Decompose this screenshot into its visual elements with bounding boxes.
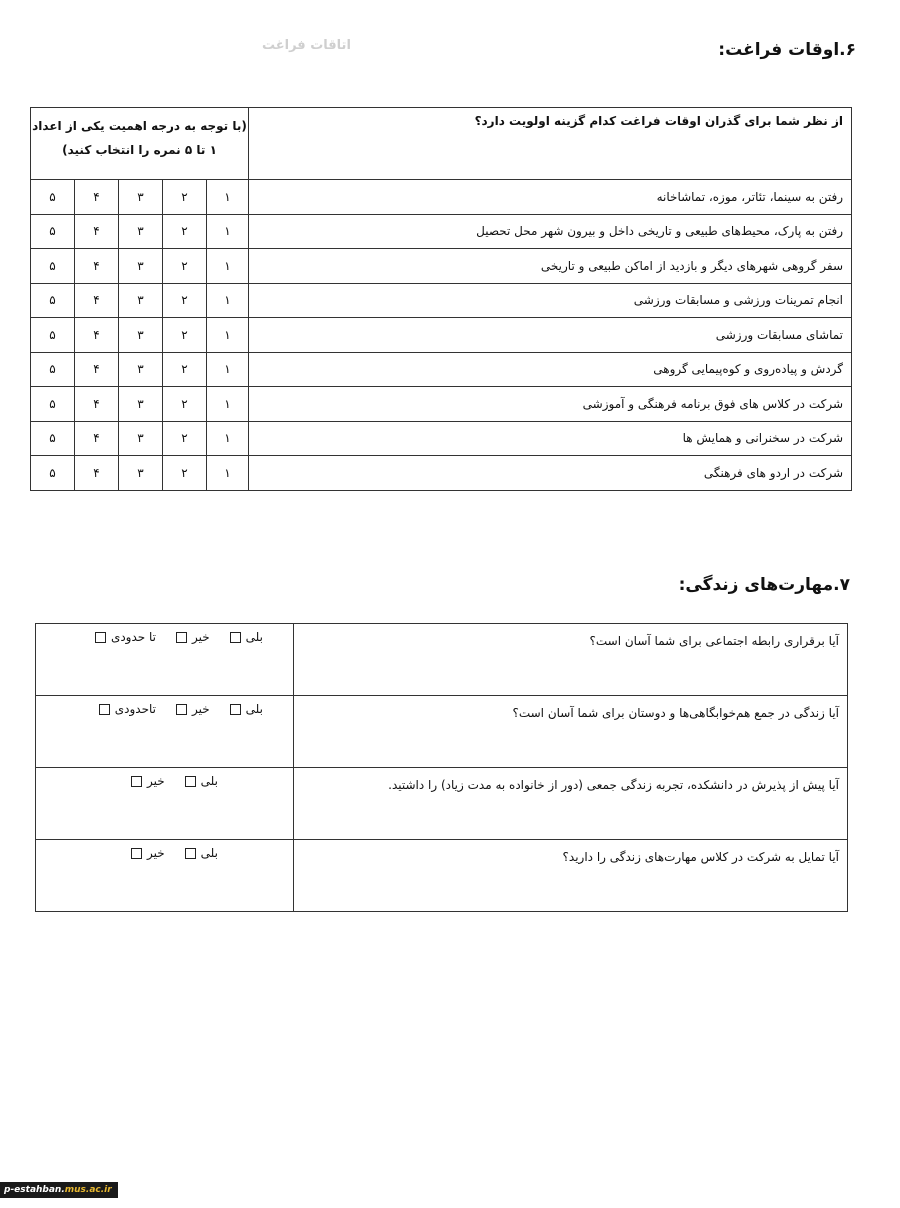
footer-url-domain: mus.ac.ir <box>64 1185 112 1195</box>
rating-option-4[interactable]: ۴ <box>75 352 119 387</box>
rating-option-3[interactable]: ۳ <box>119 180 163 215</box>
rating-option-5[interactable]: ۵ <box>31 387 75 422</box>
answer-option-label: خیر <box>147 846 165 860</box>
leisure-item-row <box>31 421 852 456</box>
checkbox-icon[interactable] <box>95 632 106 643</box>
answer-options <box>36 840 294 912</box>
life-skill-question-text: آیا برقراری رابطه اجتماعی برای شما آسان است؟ <box>294 624 848 696</box>
answer-options <box>36 696 294 768</box>
rating-option-1[interactable]: ۱ <box>207 421 249 456</box>
leisure-item-row <box>31 387 852 422</box>
leisure-item-label: سفر گروهی شهرهای دیگر و بازدید از اماکن طبیعی و تاریخی <box>249 249 852 284</box>
answer-option[interactable] <box>131 774 165 788</box>
leisure-item-row <box>31 318 852 353</box>
leisure-item-row <box>31 283 852 318</box>
life-skill-question-row <box>36 624 848 696</box>
answer-option[interactable] <box>230 630 263 644</box>
answer-option-label: خیر <box>192 630 210 644</box>
rating-option-5[interactable]: ۵ <box>31 214 75 249</box>
leisure-item-label: رفتن به سینما، تئاتر، موزه، تماشاخانه <box>249 180 852 215</box>
checkbox-icon[interactable] <box>230 704 241 715</box>
rating-option-4[interactable]: ۴ <box>75 180 119 215</box>
rating-option-5[interactable]: ۵ <box>31 352 75 387</box>
rating-option-5[interactable]: ۵ <box>31 283 75 318</box>
section-6-title: ۶.اوقات فراغت: <box>718 40 856 60</box>
answer-option-label: تا حدودی <box>110 630 156 644</box>
answer-option[interactable] <box>185 846 218 860</box>
checkbox-icon[interactable] <box>131 776 142 787</box>
answer-option-label: بلی <box>245 630 263 644</box>
rating-option-4[interactable]: ۴ <box>75 249 119 284</box>
footer-url-badge <box>0 1182 118 1198</box>
rating-option-3[interactable]: ۳ <box>119 283 163 318</box>
rating-option-1[interactable]: ۱ <box>207 352 249 387</box>
checkbox-icon[interactable] <box>176 704 187 715</box>
rating-option-4[interactable]: ۴ <box>75 318 119 353</box>
rating-option-2[interactable]: ۲ <box>163 283 207 318</box>
rating-option-2[interactable]: ۲ <box>163 387 207 422</box>
answer-options <box>36 768 294 840</box>
rating-option-1[interactable]: ۱ <box>207 214 249 249</box>
life-skills-table <box>35 623 848 912</box>
rating-option-5[interactable]: ۵ <box>31 318 75 353</box>
rating-option-3[interactable]: ۳ <box>119 387 163 422</box>
life-skill-question-row <box>36 768 848 840</box>
rating-option-3[interactable]: ۳ <box>119 214 163 249</box>
rating-option-3[interactable]: ۳ <box>119 456 163 491</box>
answer-option[interactable] <box>176 630 210 644</box>
answer-option-label: خیر <box>147 774 165 788</box>
checkbox-icon[interactable] <box>131 848 142 859</box>
rating-instruction <box>31 108 249 180</box>
answer-option-label: تاحدودی <box>114 702 156 716</box>
leisure-question: از نظر شما برای گذران اوقات فراغت کدام گزینه اولویت دارد؟ <box>249 108 852 180</box>
rating-option-2[interactable]: ۲ <box>163 318 207 353</box>
rating-option-5[interactable]: ۵ <box>31 180 75 215</box>
section-7-title: ۷.مهارت‌های زندگی: <box>678 575 850 595</box>
leisure-item-label: گردش و پیاده‌روی و کوه‌پیمایی گروهی <box>249 352 852 387</box>
checkbox-icon[interactable] <box>185 848 196 859</box>
rating-option-2[interactable]: ۲ <box>163 180 207 215</box>
answer-option-label: بلی <box>200 774 218 788</box>
leisure-item-row <box>31 249 852 284</box>
answer-option[interactable] <box>131 846 165 860</box>
answer-option[interactable] <box>185 774 218 788</box>
rating-option-4[interactable]: ۴ <box>75 421 119 456</box>
life-skill-question-text: آیا تمایل به شرکت در کلاس مهارت‌های زندگی را دارید؟ <box>294 840 848 912</box>
answer-option[interactable] <box>176 702 210 716</box>
rating-instruction-line1: (با توجه به درجه اهمیت یکی از اعداد <box>32 119 247 133</box>
leisure-item-label: شرکت در سخنرانی و همایش ها <box>249 421 852 456</box>
rating-option-1[interactable]: ۱ <box>207 387 249 422</box>
leisure-item-label: رفتن به پارک، محیط‌های طبیعی و تاریخی داخل و بیرون شهر محل تحصیل <box>249 214 852 249</box>
rating-option-3[interactable]: ۳ <box>119 249 163 284</box>
answer-option-label: بلی <box>200 846 218 860</box>
life-skill-question-row <box>36 696 848 768</box>
rating-option-1[interactable]: ۱ <box>207 456 249 491</box>
rating-option-1[interactable]: ۱ <box>207 249 249 284</box>
rating-instruction-line2: ۱ تا ۵ نمره را انتخاب کنید) <box>62 143 217 157</box>
rating-option-4[interactable]: ۴ <box>75 456 119 491</box>
life-skill-question-text: آیا پیش از پذیرش در دانشکده، تجربه زندگی جمعی (دور از خانواده به مدت زیاد) را داشتید. <box>294 768 848 840</box>
leisure-item-row <box>31 180 852 215</box>
rating-option-2[interactable]: ۲ <box>163 352 207 387</box>
checkbox-icon[interactable] <box>176 632 187 643</box>
answer-option-label: خیر <box>192 702 210 716</box>
life-skill-question-row <box>36 840 848 912</box>
rating-option-3[interactable]: ۳ <box>119 318 163 353</box>
checkbox-icon[interactable] <box>185 776 196 787</box>
rating-option-3[interactable]: ۳ <box>119 421 163 456</box>
life-skill-question-text: آیا زندگی در جمع هم‌خوابگاهی‌ها و دوستان برای شما آسان است؟ <box>294 696 848 768</box>
rating-option-5[interactable]: ۵ <box>31 249 75 284</box>
leisure-item-label: انجام تمرینات ورزشی و مسابقات ورزشی <box>249 283 852 318</box>
leisure-item-label: تماشای مسابقات ورزشی <box>249 318 852 353</box>
rating-option-4[interactable]: ۴ <box>75 387 119 422</box>
answer-option[interactable] <box>95 630 156 644</box>
leisure-item-label: شرکت در کلاس های فوق برنامه فرهنگی و آموزشی <box>249 387 852 422</box>
rating-option-2[interactable]: ۲ <box>163 421 207 456</box>
rating-option-1[interactable]: ۱ <box>207 180 249 215</box>
answer-option[interactable] <box>99 702 156 716</box>
leisure-priority-table <box>30 107 852 491</box>
answer-option-label: بلی <box>245 702 263 716</box>
rating-option-2[interactable]: ۲ <box>163 249 207 284</box>
checkbox-icon[interactable] <box>230 632 241 643</box>
rating-option-5[interactable]: ۵ <box>31 421 75 456</box>
rating-option-2[interactable]: ۲ <box>163 214 207 249</box>
rating-option-1[interactable]: ۱ <box>207 318 249 353</box>
faint-bleed-through-text: اتاقات فراغت <box>262 38 351 53</box>
leisure-item-row <box>31 352 852 387</box>
rating-option-1[interactable]: ۱ <box>207 283 249 318</box>
rating-option-4[interactable]: ۴ <box>75 283 119 318</box>
checkbox-icon[interactable] <box>99 704 110 715</box>
answer-option[interactable] <box>230 702 263 716</box>
leisure-item-label: شرکت در اردو های فرهنگی <box>249 456 852 491</box>
rating-option-2[interactable]: ۲ <box>163 456 207 491</box>
leisure-item-row <box>31 214 852 249</box>
leisure-header-row <box>31 108 852 180</box>
answer-options <box>36 624 294 696</box>
rating-option-4[interactable]: ۴ <box>75 214 119 249</box>
rating-option-5[interactable]: ۵ <box>31 456 75 491</box>
footer-url-prefix: p-estahban. <box>4 1185 65 1195</box>
leisure-item-row <box>31 456 852 491</box>
rating-option-3[interactable]: ۳ <box>119 352 163 387</box>
